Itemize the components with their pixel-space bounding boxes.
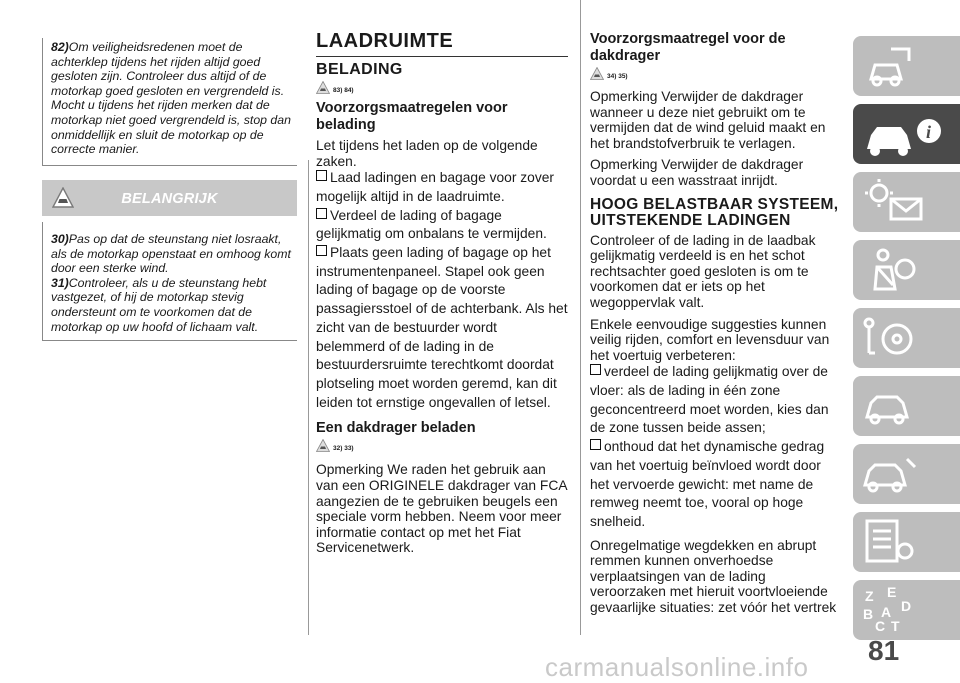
checkbox-bullet-icon — [590, 439, 601, 450]
car-dashboard-icon — [861, 41, 921, 91]
svg-text:A: A — [881, 604, 892, 620]
tab-emergency[interactable] — [853, 376, 960, 436]
heading-high-load-system: HOOG BELASTBAAR SYSTEEM, UITSTEKENDE LADINGEN — [590, 195, 839, 229]
bullet-text: onthoud dat het dynamische gedrag van het voertuig beïnvloed wordt door het vervoerde gewicht: met name de remweg neemt toe, vooral op hoge snelheid. — [590, 439, 825, 529]
key-steering-icon — [861, 313, 921, 363]
tab-starting-driving[interactable] — [853, 308, 960, 368]
tab-safety[interactable] — [853, 240, 960, 300]
warning-title: BELANGRIJK — [121, 191, 218, 207]
light-message-icon — [861, 177, 931, 227]
bullet-item — [590, 363, 840, 438]
reference-numbers: 83) 84) — [333, 87, 354, 94]
column-divider — [308, 160, 309, 635]
svg-text:Z: Z — [865, 588, 874, 604]
svg-text:i: i — [926, 122, 932, 142]
tab-technical-data[interactable] — [853, 512, 960, 572]
tab-car-dashboard[interactable] — [853, 36, 960, 96]
paragraph: Onregelmatige wegdekken en abrupt remmen kunnen onverhoedse verplaatsingen van de lading veroorzaken met hieruit voortvloeiende gevaarlijke situaties: zet vóór het vertrek — [590, 537, 837, 616]
warning-reference — [316, 439, 568, 452]
column-middle — [316, 0, 568, 556]
checkbox-bullet-icon — [316, 170, 327, 181]
subsection-title: BELADING — [316, 61, 403, 78]
heading-loading-precautions: Voorzorgsmaatregelen voor belading — [316, 100, 508, 133]
bullet-item — [316, 169, 568, 206]
reference-numbers: 32) 33) — [333, 445, 354, 453]
tab-maintenance[interactable] — [853, 444, 960, 504]
column-divider — [580, 0, 581, 635]
svg-text:B: B — [863, 606, 874, 622]
note-number: 82) — [51, 40, 69, 54]
tab-car-info[interactable] — [853, 104, 960, 164]
bullet-item — [590, 438, 840, 532]
tab-index[interactable] — [853, 580, 960, 640]
intro-text: Let tijdens het laden op de volgende zaken. — [316, 138, 538, 169]
note-82 — [42, 38, 297, 166]
column-left — [42, 0, 297, 341]
checkbox-bullet-icon — [590, 364, 601, 375]
warning-car-icon — [590, 67, 604, 80]
warning-car-icon — [316, 439, 330, 452]
warning-banner — [42, 180, 297, 216]
svg-text:E: E — [887, 585, 897, 600]
paragraph: Controleer of de lading in de laadbak gelijkmatig verdeeld is en het schot rechtsachter goed gesloten is om te voorkomen dat er iets op het wegoppervlak valt. — [590, 232, 816, 310]
roof-rack-note: Opmerking We raden het gebruik aan van een ORIGINELE dakdrager van FCA aangezien de te gebruiken beugels een speciale vorm hebben. Neem voor meer informatie contact op met het Fiat Servicenetwerk. — [316, 462, 567, 556]
car-breakdown-icon — [861, 381, 921, 431]
bullet-item — [316, 244, 568, 412]
warning-reference — [316, 81, 568, 94]
notes-30-31 — [42, 222, 297, 341]
checkbox-bullet-icon — [316, 245, 327, 256]
warning-car-icon — [316, 81, 330, 94]
car-maintenance-icon — [861, 449, 921, 499]
car-info-icon — [861, 109, 941, 159]
bullet-text: Plaats geen lading of bagage op het instrumentenpaneel. Stapel ook geen lading of bagage op de voorste passagiersstoel of de achterbank. Als het zicht van de bestuurder wordt belemmerd of de lading in de bestuurdersruimte terechtkomt doordat plotseling moet worden geremd, kan dit leiden tot ernstige ongevallen of letsel. — [316, 245, 568, 410]
bullet-text: verdeel de lading gelijkmatig over de vloer: als de lading in één zone geconcentreerd moet worden, kies dan de zone tussen beide assen; — [590, 364, 829, 436]
section-title: LAADRUIMTE — [316, 30, 568, 57]
svg-text:D: D — [901, 598, 912, 614]
heading-roof-rack-precaution: Voorzorgsmaatregel voor de dakdrager — [590, 31, 786, 64]
note-text: Controleer, als u de steunstang hebt vastgezet, of hij de motorkap stevig ondersteunt om te voorkomen dat de motorkap op uw hoofd of lichaam valt. — [51, 275, 267, 334]
watermark: carmanualsonline.info — [545, 652, 809, 682]
note-number: 31) — [51, 275, 69, 290]
checkbox-bullet-icon — [316, 208, 327, 219]
note-text: Om veiligheidsredenen moet de achterklep tijdens het rijden altijd goed gesloten zijn. Controleer dus altijd of de motorkap goed gesloten en vergrendeld is. Mocht u tijdens het rijden merken dat de motorkap niet goed vergrendeld is, stop dan onmiddellijk en sluit de motorkap op de correcte manier. — [51, 40, 291, 157]
note-number: 30) — [51, 232, 69, 246]
column-right — [590, 0, 840, 616]
seatbelt-airbag-icon — [861, 245, 921, 295]
bullet-text: Verdeel de lading of bagage gelijkmatig om onbalans te vermijden. — [316, 207, 547, 242]
page-number: 81 — [868, 635, 900, 666]
paragraph: Enkele eenvoudige suggesties kunnen veilig rijden, comfort en levensduur van het voertuig verbeteren: — [590, 316, 830, 363]
heading-roof-rack: Een dakdrager beladen — [316, 420, 476, 437]
paragraph: Opmerking Verwijder de dakdrager voordat u een wasstraat inrijdt. — [590, 157, 804, 188]
svg-text:C: C — [875, 618, 886, 634]
reference-numbers: 34) 35) — [607, 73, 628, 80]
paragraph: Opmerking Verwijder de dakdrager wanneer u deze niet gebruikt om te vermijden dat de wind geluid maakt en het brandstofverbruik te verlagen. — [590, 89, 826, 151]
bullet-item — [316, 207, 568, 244]
alphabetical-index-icon — [861, 585, 931, 635]
svg-text:T: T — [891, 618, 900, 634]
technical-data-icon — [861, 517, 921, 567]
note-text: Pas op dat de steunstang niet losraakt, als de motorkap openstaat en omhoog komt door een sterke wind. — [51, 232, 291, 276]
bullet-text: Laad ladingen en bagage voor zover mogelijk altijd in de laadruimte. — [316, 170, 554, 204]
tab-lights-messages[interactable] — [853, 172, 960, 232]
warning-reference — [590, 67, 840, 80]
